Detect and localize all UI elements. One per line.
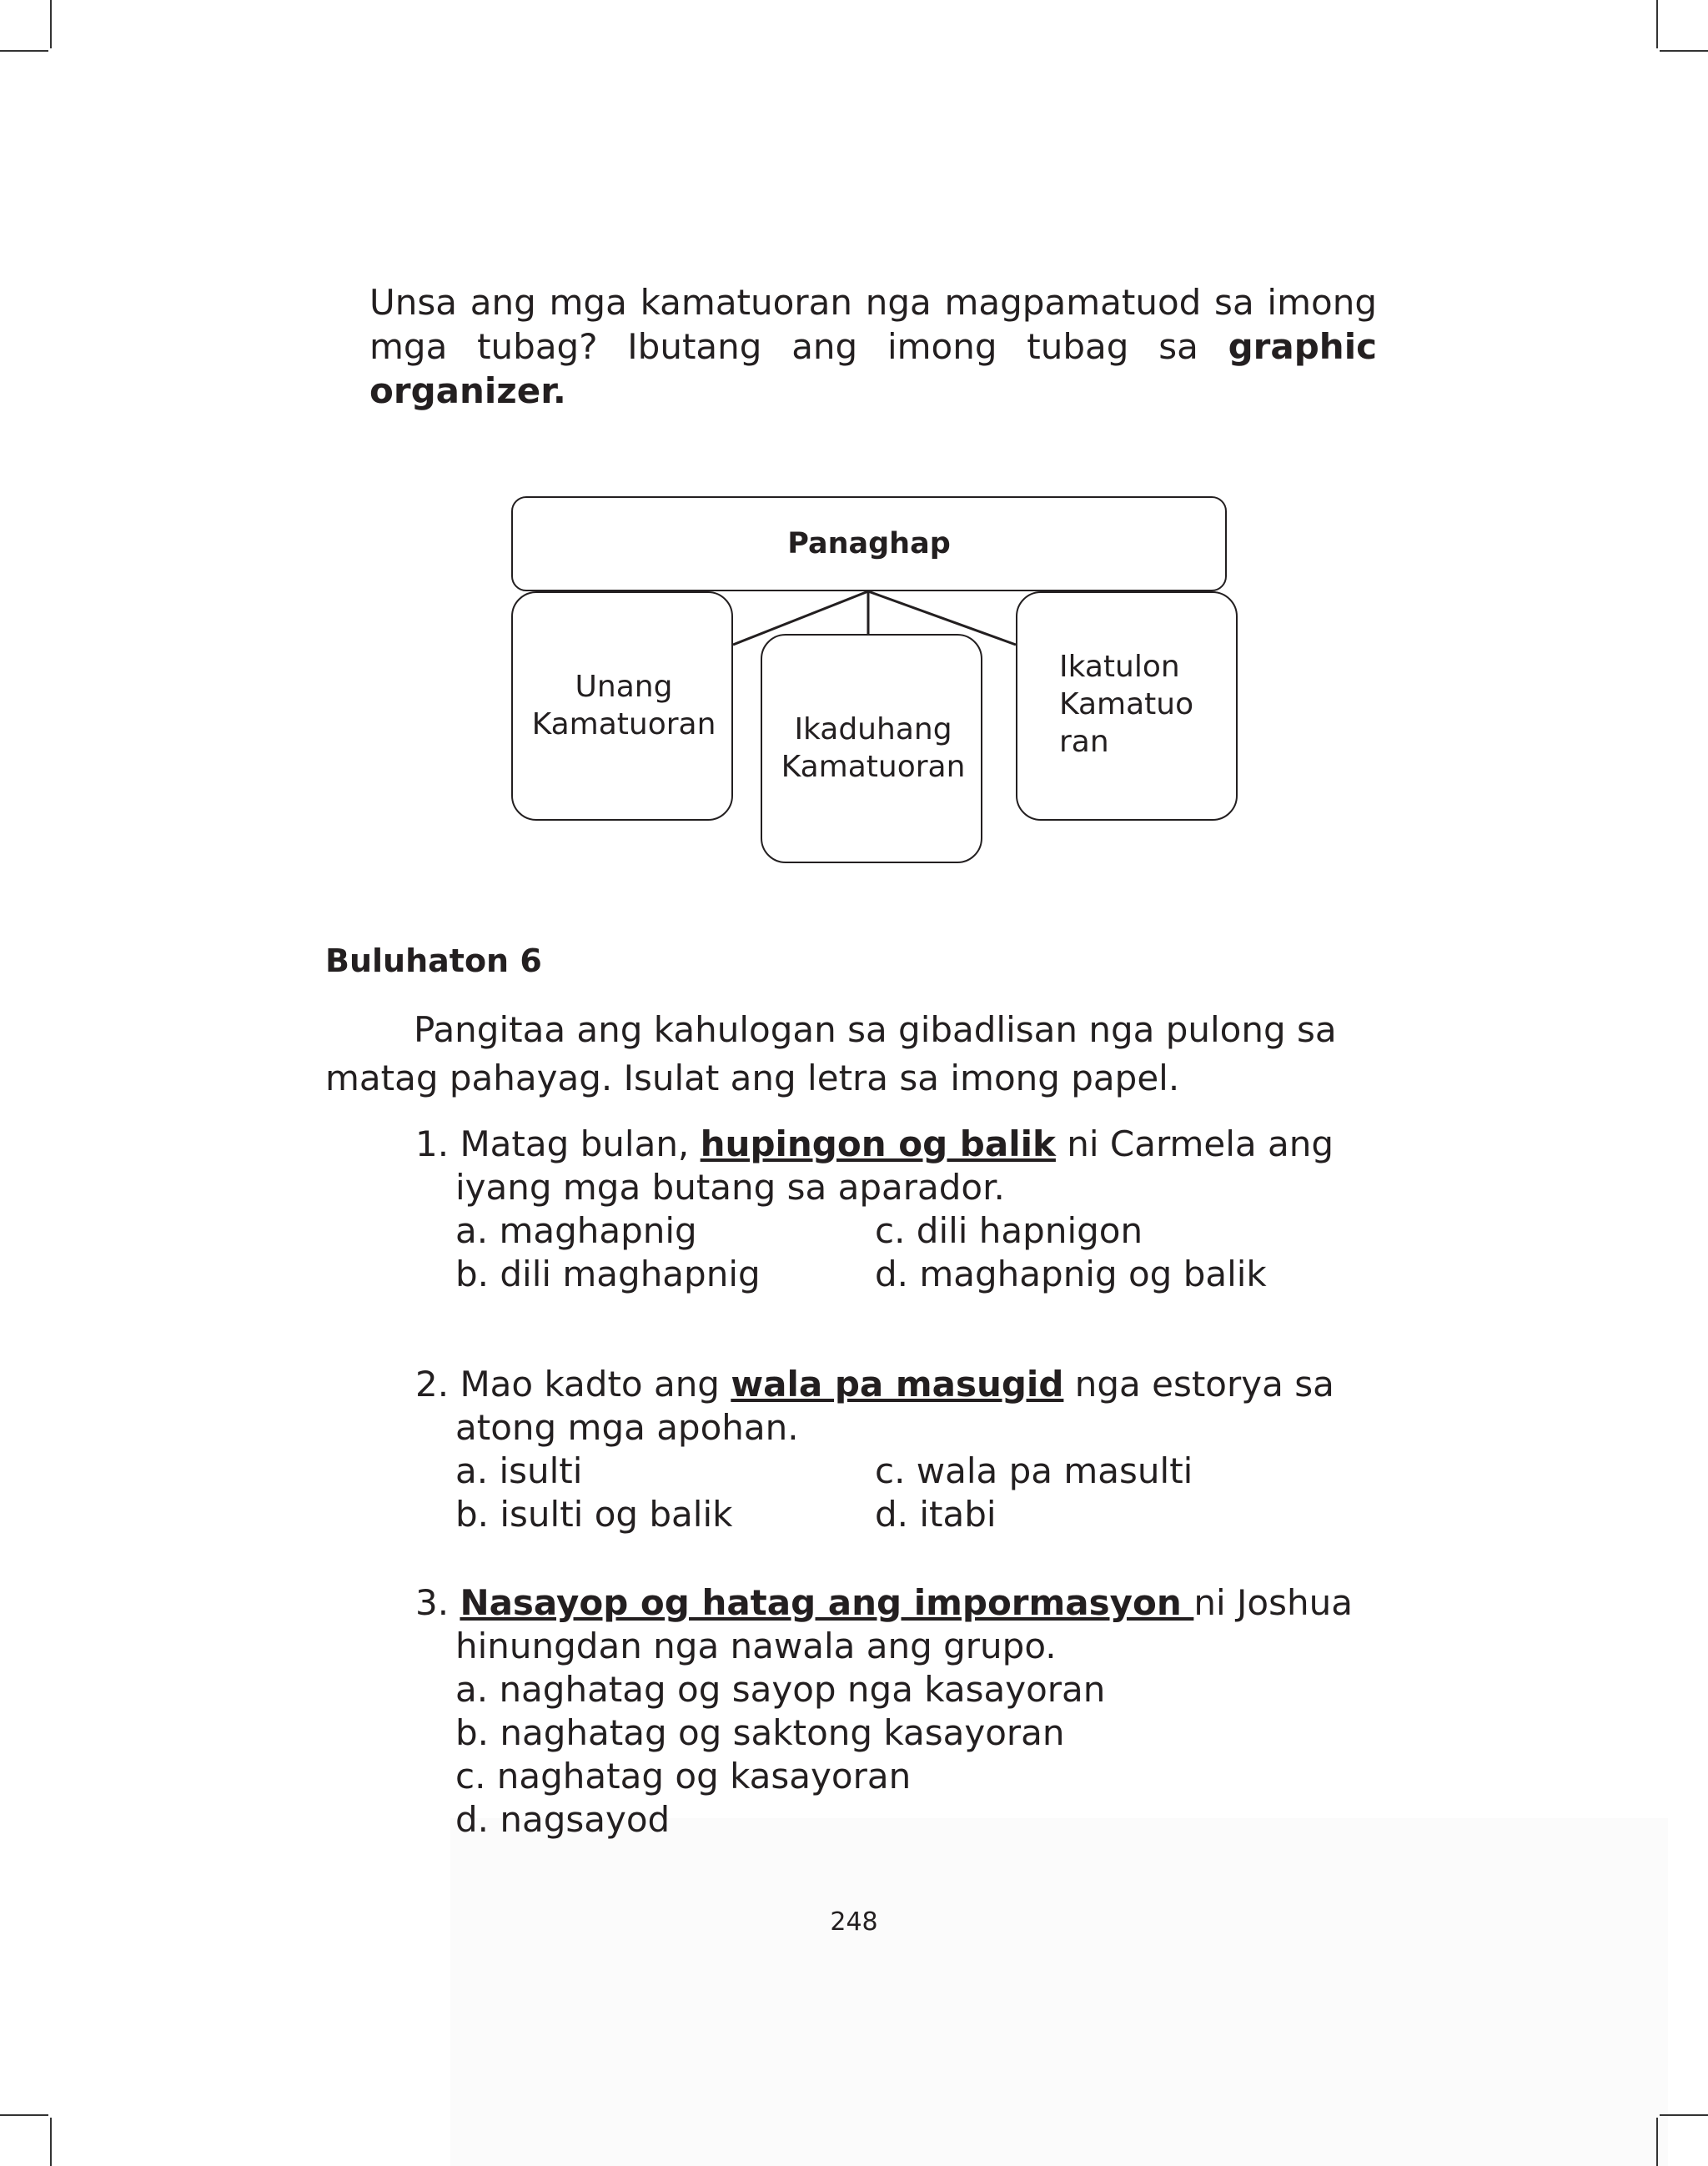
crop-mark	[0, 2114, 48, 2116]
instruction-paragraph	[325, 1006, 1368, 1103]
intro-bold: graphic organizer.	[369, 326, 1377, 411]
hypothesis-box	[511, 496, 1227, 591]
option-a: a. naghatag og sayop nga kasayoran	[455, 1669, 1106, 1710]
fact-box-2-line: Ikaduhang	[794, 712, 952, 746]
crop-mark	[50, 2118, 52, 2166]
hypothesis-label: Panaghap	[787, 526, 951, 560]
fact-box-1	[511, 591, 733, 821]
question-continuation: atong mga apohan.	[455, 1407, 799, 1448]
question-stem	[415, 1123, 1334, 1166]
page-shade	[450, 1818, 1668, 2166]
option-c: c. naghatag og kasayoran	[455, 1756, 912, 1797]
fact-box-3-line: Ikatulon	[1059, 650, 1180, 684]
question-text: ni Joshua	[1193, 1582, 1353, 1623]
crop-mark	[1656, 0, 1658, 48]
fact-box-2-line: Kamatuoran	[781, 750, 966, 784]
option-b: b. naghatag og saktong kasayoran	[455, 1712, 1065, 1753]
options-grid	[415, 1450, 1334, 1536]
option-d: d. maghapnig og balik	[875, 1254, 1267, 1294]
crop-mark	[0, 50, 48, 52]
question-number: 2.	[415, 1364, 450, 1405]
underlined-phrase: hupingon og balik	[700, 1123, 1056, 1164]
option-a: a. maghapnig	[455, 1210, 697, 1251]
question-2	[415, 1363, 1334, 1536]
fact-box-1-line: Kamatuoran	[531, 707, 716, 741]
page-number: 248	[830, 1907, 878, 1937]
instruction-text: Pangitaa ang kahulogan sa gibadlisan nga pulong sa matag pahayag. Isulat ang letra sa imong papel.	[325, 1009, 1337, 1098]
question-text: Matag bulan,	[460, 1123, 701, 1164]
crop-mark	[1660, 50, 1708, 52]
question-text	[449, 1582, 460, 1623]
question-stem	[415, 1363, 1334, 1406]
question-number: 3.	[415, 1582, 450, 1623]
fact-box-3	[1016, 591, 1238, 821]
option-c: c. wala pa masulti	[875, 1450, 1193, 1491]
question-3	[415, 1581, 1353, 1842]
option-b: b. dili maghapnig	[455, 1254, 761, 1294]
question-text: ni Carmela ang	[1055, 1123, 1334, 1164]
question-continuation: iyang mga butang sa aparador.	[455, 1167, 1005, 1208]
underlined-phrase: Nasayop og hatag ang impormasyon	[460, 1582, 1194, 1623]
crop-mark	[1660, 2114, 1708, 2116]
option-a: a. isulti	[455, 1450, 583, 1491]
option-d: d. itabi	[875, 1494, 997, 1535]
graphic-organizer	[0, 0, 1708, 876]
option-b: b. isulti og balik	[455, 1494, 733, 1535]
fact-box-2	[761, 634, 982, 863]
fact-box-3-line: Kamatuo	[1059, 687, 1194, 721]
question-continuation: hinungdan nga nawala ang grupo.	[455, 1626, 1057, 1666]
question-number: 1.	[415, 1123, 450, 1164]
question-text: Mao kadto ang	[460, 1364, 731, 1405]
question-1	[415, 1123, 1334, 1296]
option-c: c. dili hapnigon	[875, 1210, 1143, 1251]
fact-box-3-line: ran	[1059, 725, 1109, 759]
intro-text: Unsa ang mga kamatuoran nga magpamatuod sa imong mga tubag? Ibutang ang imong tubag sa	[369, 282, 1377, 367]
question-stem	[415, 1581, 1353, 1625]
section-heading: Buluhaton 6	[325, 942, 542, 979]
intro-paragraph	[369, 280, 1377, 413]
connector-lines	[0, 0, 1708, 876]
fact-box-1-line: Unang	[575, 670, 673, 704]
question-text: nga estorya sa	[1063, 1364, 1334, 1405]
instruction-indent	[325, 1009, 414, 1050]
crop-mark	[1656, 2118, 1658, 2166]
underlined-phrase: wala pa masugid	[731, 1364, 1064, 1405]
crop-mark	[50, 0, 52, 48]
option-d: d. nagsayod	[455, 1799, 671, 1840]
options-grid	[415, 1209, 1334, 1296]
